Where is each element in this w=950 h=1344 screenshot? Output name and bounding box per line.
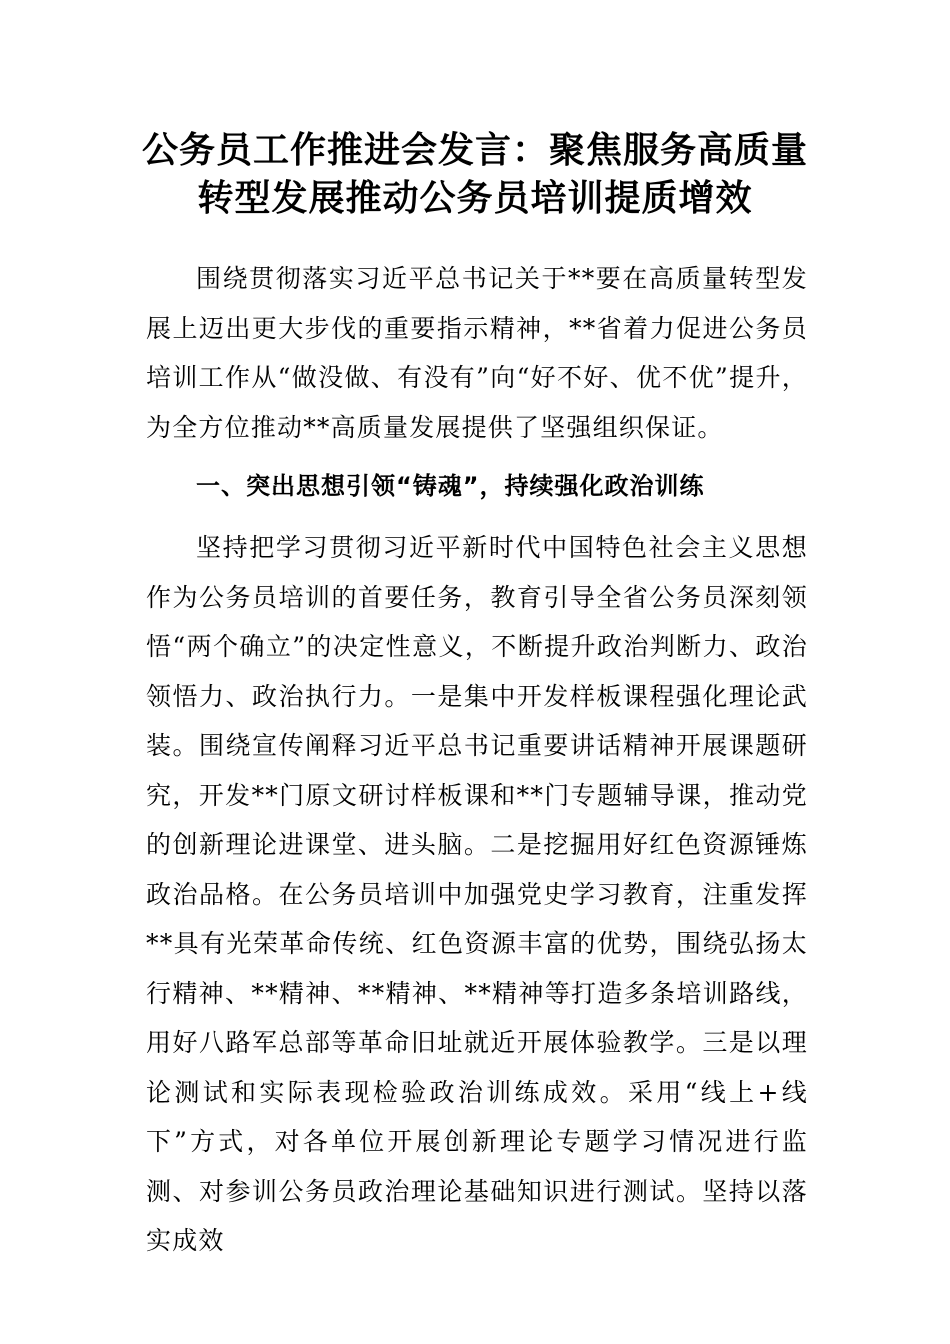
section-1-heading: 一、突出思想引领“铸魂”，持续强化政治训练 [196, 472, 705, 500]
document-title-line-2: 转型发展推动公务员培训提质增效 [197, 177, 753, 219]
document-title-line-1: 公务员工作推进会发言：聚焦服务高质量 [141, 129, 808, 171]
intro-paragraph: 围绕贯彻落实习近平总书记关于**要在高质量转型发展上迈出更大步伐的重要指示精神，**省着力促进公务员培训工作从“做没做、有没有”向“好不好、优不优”提升，为全方位推动**高质量发展提供了坚强组织保证。 [146, 264, 808, 442]
section-1-paragraph: 坚持把学习贯彻习近平新时代中国特色社会主义思想作为公务员培训的首要任务，教育引导全省公务员深刻领悟“两个确立”的决定性意义，不断提升政治判断力、政治领悟力、政治执行力。一是集中开发样板课程强化理论武装。围绕宣传阐释习近平总书记重要讲话精神开展课题研究，开发**门原文研讨样板课和**门专题辅导课，推动党的创新理论进课堂、进头脑。二是挖掘用好红色资源锤炼政治品格。在公务员培训中加强党史学习教育，注重发挥**具有光荣革命传统、红色资源丰富的优势，围绕弘扬太行精神、**精神、**精神、**精神等打造多条培训路线，用好八路军总部等革命旧址就近开展体验教学。三是以理论测试和实际表现检验政治训练成效。采用“线上+线下”方式，对各单位开展创新理论专题学习情况进行监测、对参训公务员政治理论基础知识进行测试。坚持以落实成效 [146, 533, 808, 1255]
